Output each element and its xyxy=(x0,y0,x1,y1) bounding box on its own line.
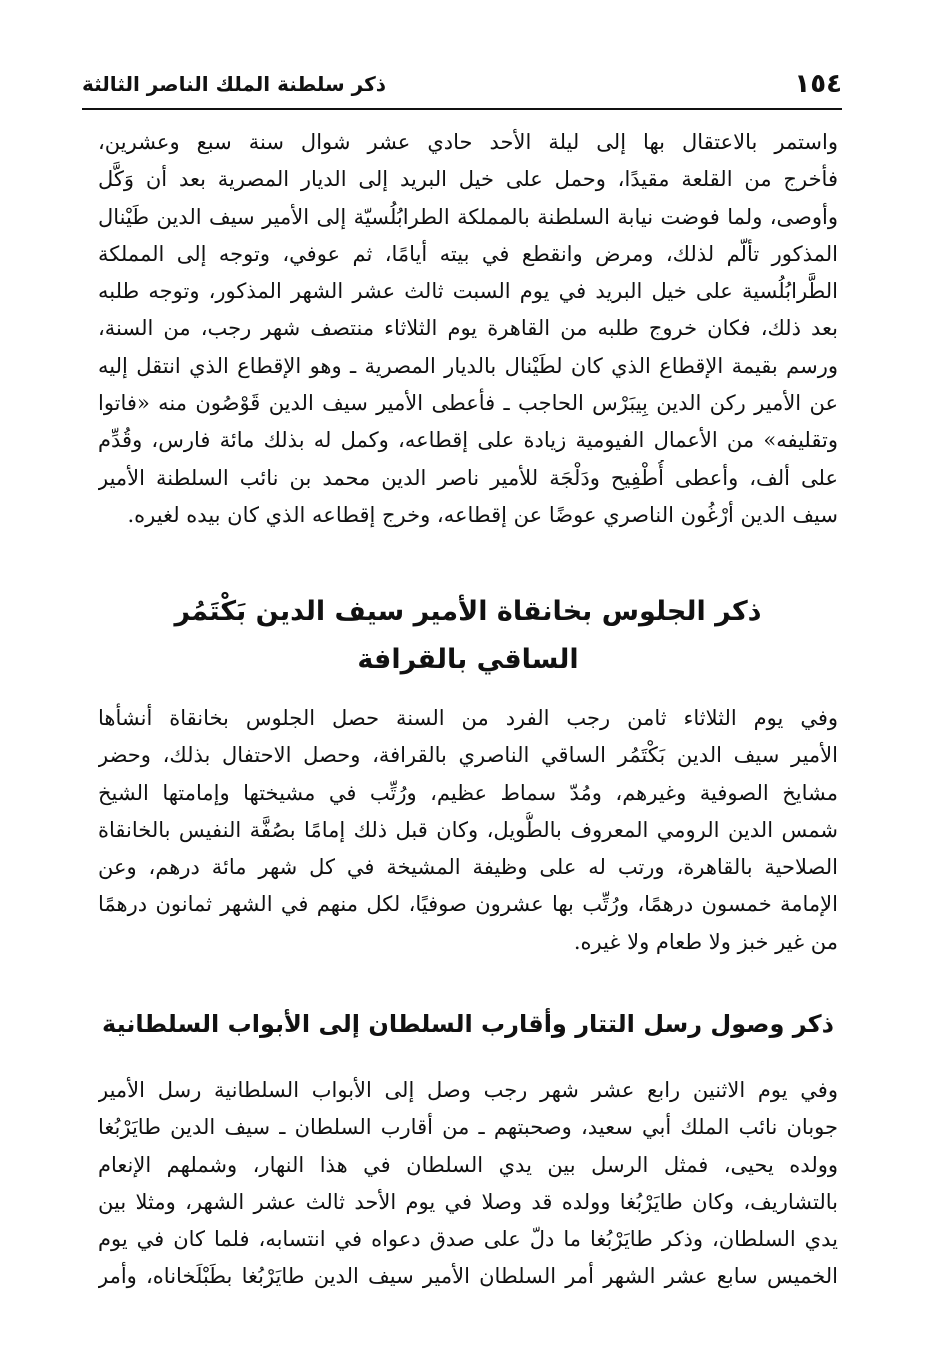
text-line: من غير خبز ولا طعام ولا غيره. xyxy=(573,929,838,954)
text-line: بالتشاريف، وكان طايَرْبُغا وولده قد وصلا في يوم الأحد ثالث عشر الشهر، ومثلا بين xyxy=(98,1189,838,1214)
text-line: وأوصى، ولما فوضت نيابة السلطنة بالمملكة الطرابُلُسيّة إلى الأمير سيف الدين طَيْنال xyxy=(98,204,838,229)
text-line: وتقليفه» من الأعمال الفيومية زيادة على إقطاعه، وكمل له بذلك مائة فارس، وقُدِّم xyxy=(98,428,838,453)
text-line: بعد ذلك، فكان خروج طلبه من القاهرة يوم الثلاثاء منتصف شهر رجب، من السنة، xyxy=(98,316,838,341)
heading-line: ذكر وصول رسل التتار وأقارب السلطان إلى الأبواب السلطانية xyxy=(102,1010,834,1038)
text-line: يدي السلطان، وذكر طايَرْبُغا ما دلّ على صدق دعواه في انتسابه، فلما كان في يوم xyxy=(98,1227,838,1252)
page-number: ١٥٤ xyxy=(794,69,842,99)
text-line: الأمير سيف الدين بَكْتَمُر الساقي الناصري بالقرافة، وحصل الاحتفال بذلك، وحضر xyxy=(98,743,838,768)
section-heading-3 xyxy=(98,1000,838,1048)
text-line: فأخرج من القلعة مقيدًا، وحمل على خيل البريد إلى الديار المصرية بعد أن وَكَّل xyxy=(98,167,838,192)
text-line: ورسم بقيمة الإقطاع الذي كان لطَيْنال بالديار المصرية ـ وهو الإقطاع الذي انتقل إليه xyxy=(98,353,838,378)
text-line: الخميس سابع عشر الشهر أمر السلطان الأمير سيف الدين طايَرْبُغا بطَبْلَخاناه، وأمر xyxy=(98,1264,838,1289)
text-line: واستمر بالاعتقال بها إلى ليلة الأحد حادي عشر شوال سنة سبع وعشرين، xyxy=(98,130,838,154)
text-line: سيف الدين أرْغُون الناصري عوضًا عن إقطاعه، وخرج إقطاعه الذي كان بيده لغيره. xyxy=(127,502,838,527)
text-line: مشايخ الصوفية وغيرهم، ومُدّ سماط عظيم، ورُتِّب في مشيختها وإمامتها الشيخ xyxy=(98,780,838,805)
text-line: الطَّرابُلُسية على خيل البريد في يوم السبت ثالث عشر الشهر المذكور، وتوجه طلبه xyxy=(98,279,838,304)
paragraph-section-2 xyxy=(98,700,838,961)
header-rule xyxy=(82,108,842,110)
heading-line: الساقي بالقرافة xyxy=(357,644,579,675)
text-line: وولده يحيى، فمثل الرسل بين يدي السلطان في هذا النهار، وشملهم الإنعام xyxy=(98,1152,838,1177)
text-line: على ألف، وأعطى أُطْفِيح ودَلْجَة للأمير ناصر الدين محمد بن نائب السلطنة الأمير xyxy=(98,465,838,490)
text-line: الإمامة خمسون درهمًا، ورُتِّب بها عشرون صوفيًا، لكل منهم في الشهر ثمانون درهمًا xyxy=(98,892,838,917)
text-line: جوبان نائب الملك أبي سعيد، وصحبتهم ـ من أقارب السلطان ـ سيف الدين طايَرْبُغا xyxy=(98,1115,838,1140)
page-header xyxy=(82,62,842,106)
paragraph-section-3 xyxy=(98,1072,838,1296)
heading-line: ذكر الجلوس بخانقاة الأمير سيف الدين بَكْتَمُر xyxy=(174,596,762,627)
text-line: المذكور تألّم لذلك، ومرض وانقطع في بيته أيامًا، ثم عوفي، وتوجه إلى المملكة xyxy=(98,241,838,266)
text-line: وفي يوم الاثنين رابع عشر شهر رجب وصل إلى الأبواب السلطانية رسل الأمير xyxy=(98,1078,838,1102)
text-line: وفي يوم الثلاثاء ثامن رجب الفرد من السنة حصل الجلوس بخانقاة أنشأها xyxy=(98,706,838,730)
running-title: ذكر سلطنة الملك الناصر الثالثة xyxy=(82,72,387,96)
text-line: الصلاحية بالقاهرة، ورتب له على وظيفة المشيخة في كل شهر مائة درهم، وعن xyxy=(98,855,838,880)
text-line: شمس الدين الرومي المعروف بالطُّويل، وكان قبل ذلك إمامًا بصُفَّة النفيس بالخانقاة xyxy=(98,817,838,842)
paragraph-section-1 xyxy=(98,124,838,534)
text-line: عن الأمير ركن الدين بِيبَرْس الحاجب ـ فأعطى الأمير سيف الدين قَوْصُون منه «فاتوا xyxy=(98,391,838,416)
section-heading-2 xyxy=(98,588,838,684)
